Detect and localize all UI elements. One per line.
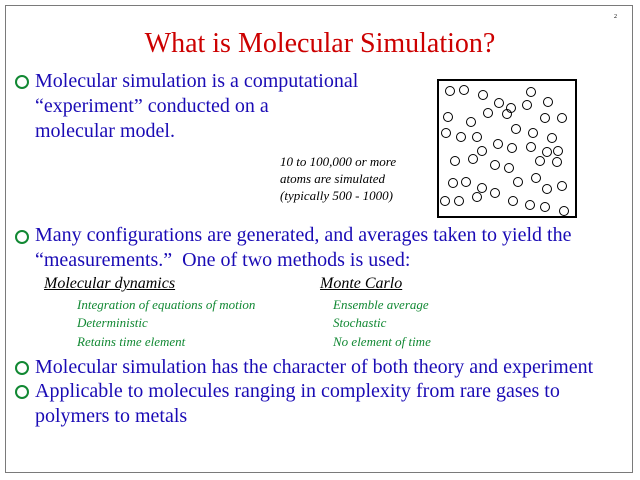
atom-circle bbox=[525, 200, 535, 210]
atom-circle bbox=[445, 86, 455, 96]
atom-circle bbox=[543, 97, 553, 107]
atom-circle bbox=[531, 173, 541, 183]
bullet-4-line-1: Applicable to molecules ranging in complexity from rare gases to bbox=[35, 380, 560, 402]
bullet-marker-icon bbox=[15, 385, 29, 399]
bullet-4 bbox=[35, 379, 560, 429]
atom-circle bbox=[535, 156, 545, 166]
atom-circle bbox=[490, 188, 500, 198]
atom-circle bbox=[547, 133, 557, 143]
atom-circle bbox=[513, 177, 523, 187]
atom-circle bbox=[448, 178, 458, 188]
atom-circle bbox=[511, 124, 521, 134]
atom-circle bbox=[542, 184, 552, 194]
atom-circle bbox=[472, 192, 482, 202]
bullet-marker-icon bbox=[15, 230, 29, 244]
atom-circle bbox=[440, 196, 450, 206]
atom-circle bbox=[540, 202, 550, 212]
atom-circle bbox=[472, 132, 482, 142]
slide-title: What is Molecular Simulation? bbox=[144, 28, 496, 59]
atom-circle bbox=[504, 163, 514, 173]
page-number: 2 bbox=[614, 14, 617, 20]
method-heading-monte-carlo: Monte Carlo bbox=[320, 275, 403, 292]
atom-circle bbox=[508, 196, 518, 206]
atom-circle bbox=[494, 98, 504, 108]
atom-circle bbox=[493, 139, 503, 149]
mc-feature-3: No element of time bbox=[333, 334, 431, 349]
bullet-3-line-1: Molecular simulation has the character of both theory and experiment bbox=[35, 356, 594, 378]
atom-circle bbox=[443, 112, 453, 122]
atom-circle bbox=[450, 156, 460, 166]
atom-note-line-3: (typically 500 - 1000) bbox=[280, 188, 393, 203]
atom-circle bbox=[542, 147, 552, 157]
bullet-marker-icon bbox=[15, 361, 29, 375]
atom-circle bbox=[540, 113, 550, 123]
atom-circle bbox=[441, 128, 451, 138]
atom-note-line-2: atoms are simulated bbox=[280, 171, 385, 186]
atom-circle bbox=[553, 146, 563, 156]
md-feature-2: Deterministic bbox=[77, 315, 148, 330]
atom-circle bbox=[490, 160, 500, 170]
bullet-marker-icon bbox=[15, 75, 29, 89]
bullet-1 bbox=[35, 69, 358, 144]
bullet-2-line-2: “measurements.” One of two methods is used: bbox=[35, 249, 411, 271]
mc-feature-2: Stochastic bbox=[333, 315, 387, 330]
atom-circle bbox=[461, 177, 471, 187]
atom-circle bbox=[528, 128, 538, 138]
md-feature-3: Retains time element bbox=[77, 334, 186, 349]
atom-circle bbox=[502, 109, 512, 119]
atom-count-note bbox=[280, 153, 396, 204]
atom-circle bbox=[466, 117, 476, 127]
atom-circle bbox=[459, 85, 469, 95]
atom-circle bbox=[559, 206, 569, 216]
bullet-2 bbox=[35, 223, 571, 273]
bullet-3 bbox=[35, 355, 593, 380]
atom-circle bbox=[456, 132, 466, 142]
atom-circle bbox=[557, 113, 567, 123]
method-heading-molecular-dynamics: Molecular dynamics bbox=[44, 275, 176, 292]
mc-feature-1: Ensemble average bbox=[333, 297, 429, 312]
atom-circle bbox=[507, 143, 517, 153]
atom-circle bbox=[526, 142, 536, 152]
bullet-2-line-1: Many configurations are generated, and averages taken to yield the bbox=[35, 224, 572, 246]
atom-note-line-1: 10 to 100,000 or more bbox=[280, 154, 397, 169]
atom-circle bbox=[526, 87, 536, 97]
bullet-4-line-2: polymers to metals bbox=[35, 405, 188, 427]
atom-circle bbox=[454, 196, 464, 206]
bullet-1-line-2: “experiment” conducted on a bbox=[35, 95, 269, 117]
md-feature-1: Integration of equations of motion bbox=[77, 297, 256, 312]
simulation-box-illustration bbox=[437, 79, 577, 218]
bullet-1-line-3: molecular model. bbox=[35, 120, 175, 142]
atom-circle bbox=[522, 100, 532, 110]
atom-circle bbox=[477, 146, 487, 156]
atom-circle bbox=[552, 157, 562, 167]
atom-circle bbox=[478, 90, 488, 100]
atom-circle bbox=[483, 108, 493, 118]
atom-circle bbox=[557, 181, 567, 191]
bullet-1-line-1: Molecular simulation is a computational bbox=[35, 70, 359, 92]
atom-circle bbox=[468, 154, 478, 164]
